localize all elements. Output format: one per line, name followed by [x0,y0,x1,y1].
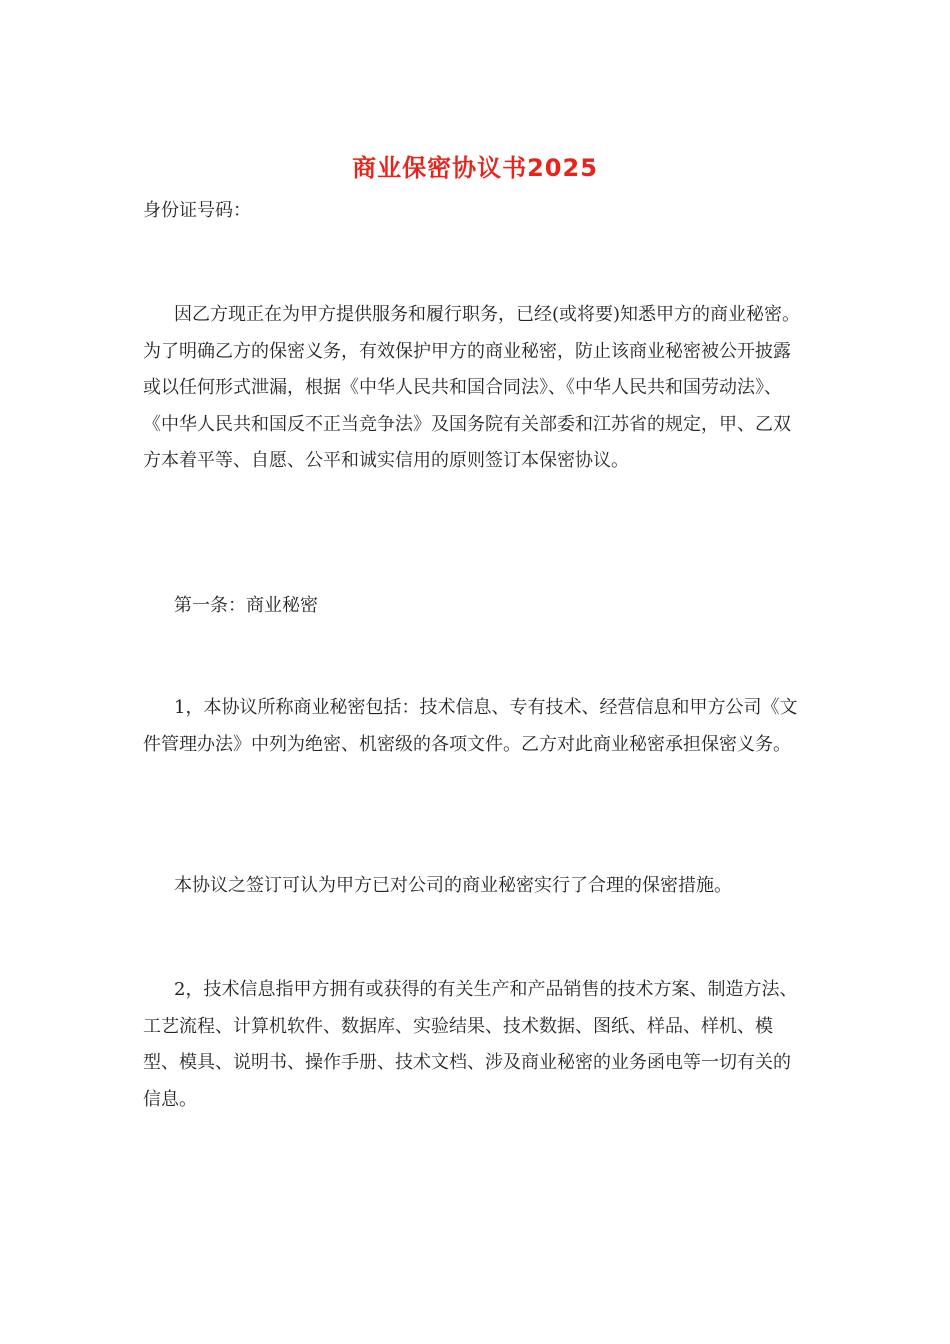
clause-one-paragraph: 1，本协议所称商业秘密包括：技术信息、专有技术、经营信息和甲方公司《文件管理办法》中列为绝密、机密级的各项文件。乙方对此商业秘密承担保密义务。 [143,697,798,755]
document-title: 商业保密协议书2025 [352,154,598,182]
clause-two-paragraph: 2，技术信息指甲方拥有或获得的有关生产和产品销售的技术方案、制造方法、工艺流程、计算机软件、数据库、实验结果、技术数据、图纸、样品、样机、模型、模具、说明书、操作手册、技术文档、涉及商业秘密的业务函电等一切有关的信息。 [143,979,798,1110]
preamble-paragraph: 因乙方现正在为甲方提供服务和履行职务，已经(或将要)知悉甲方的商业秘密。为了明确乙方的保密义务，有效保护甲方的商业秘密，防止该商业秘密被公开披露或以任何形式泄漏，根据《中华人民共和国合同法》、《中华人民共和国劳动法》、《中华人民共和国反不正当竞争法》及国务院有关部委和江苏省的规定，甲、乙双方本着平等、自愿、公平和诚实信用的原则签订本保密协议。 [143,304,801,471]
article-one-heading: 第一条：商业秘密 [174,595,318,616]
confidentiality-measure-paragraph: 本协议之签订可认为甲方已对公司的商业秘密实行了合理的保密措施。 [174,875,732,896]
id-number-label: 身份证号码： [143,200,251,221]
